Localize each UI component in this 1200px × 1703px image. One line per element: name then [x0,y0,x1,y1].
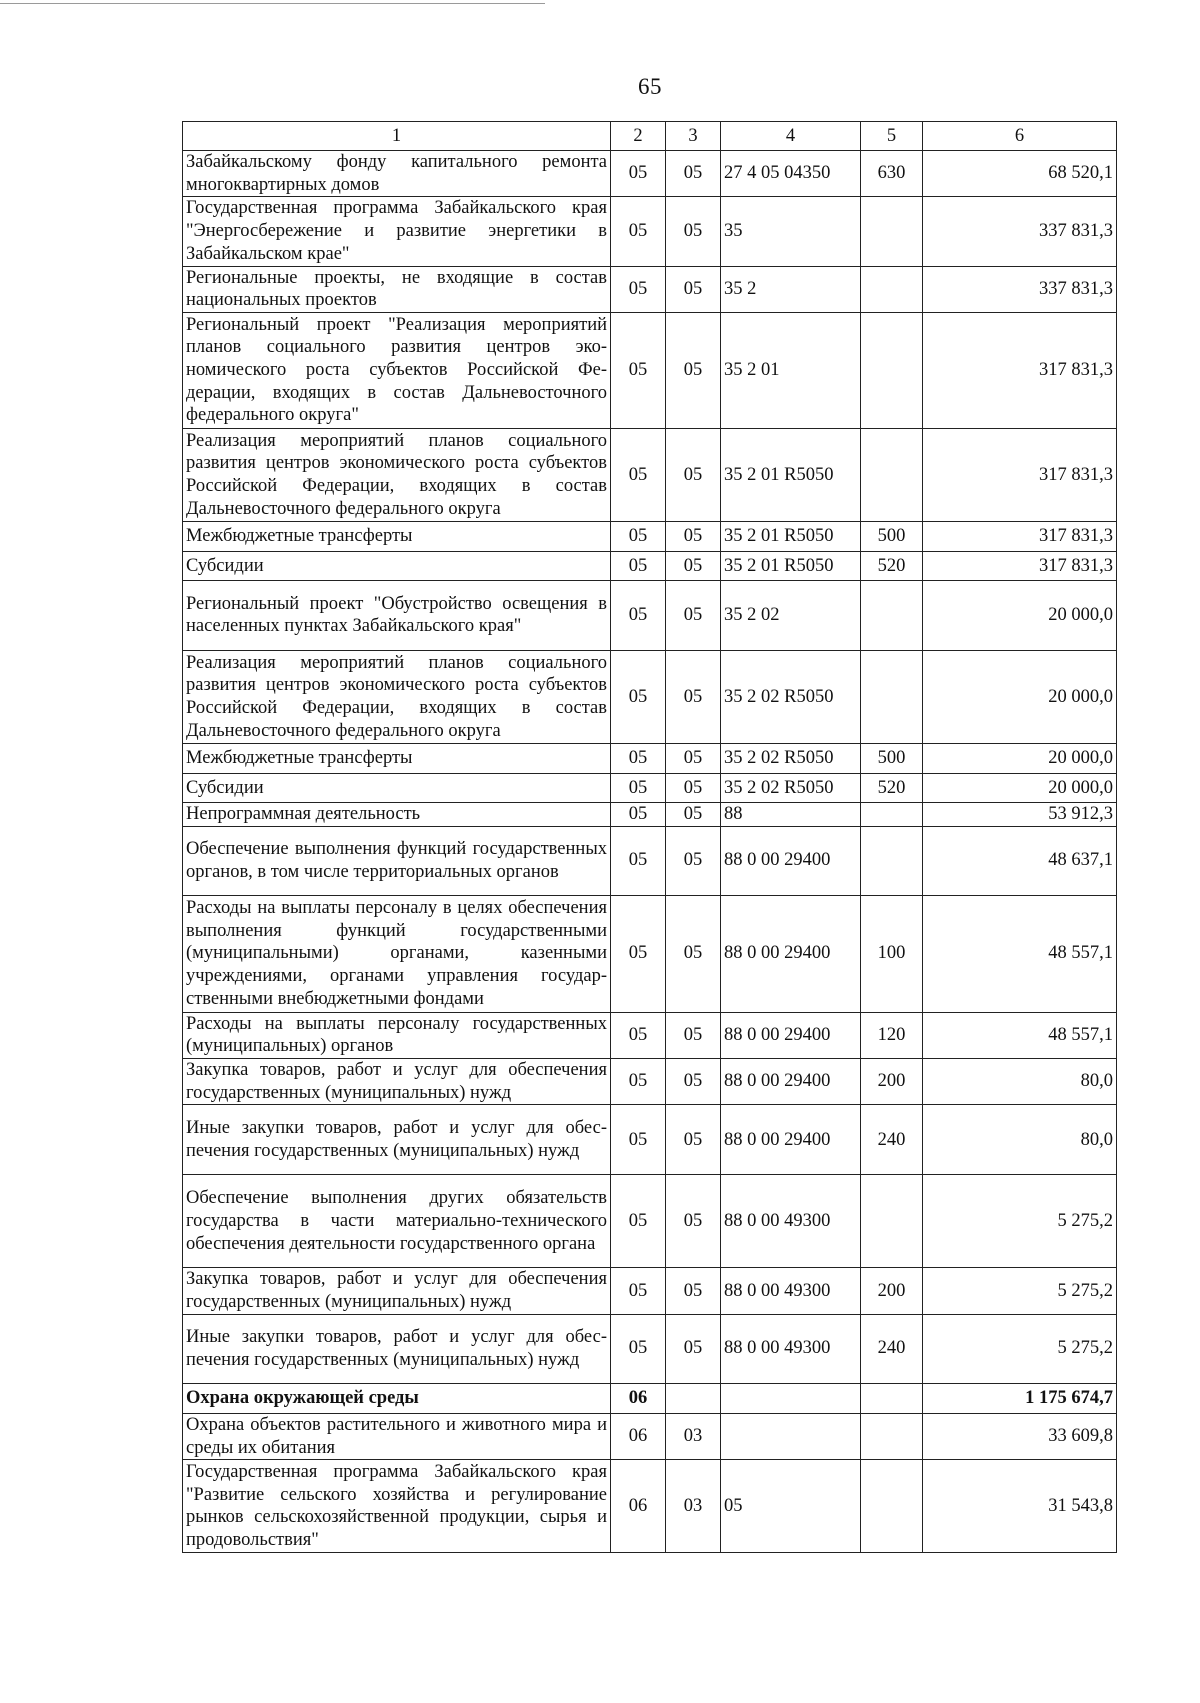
amount: 317 831,3 [923,312,1117,428]
amount: 31 543,8 [923,1460,1117,1553]
expense-type-code [861,1460,923,1553]
section-code: 05 [611,521,666,551]
table-row [183,1268,1117,1314]
table-row [183,802,1117,826]
header-col-1: 1 [183,122,611,151]
table-row [183,773,1117,802]
target-article-code: 88 0 00 49300 [721,1268,861,1314]
subsection-code: 05 [666,1175,721,1268]
expense-type-code [861,312,923,428]
subsection-code: 03 [666,1460,721,1553]
subsection-code: 05 [666,1059,721,1105]
amount: 317 831,3 [923,551,1117,580]
row-name: Закупка товаров, работ и услуг для обеспечения государственных (муниципальных) нужд [183,1268,611,1314]
table-row [183,1059,1117,1105]
expense-type-code: 240 [861,1105,923,1175]
table-row [183,521,1117,551]
expense-type-code [861,428,923,521]
expense-type-code: 500 [861,521,923,551]
section-code: 05 [611,1175,666,1268]
expense-type-code [861,266,923,312]
row-name: Расходы на выплаты персоналу в целях обеспечения выполнения функций государственными (муниципальными) органами, казенными учреждениями, органами управления государственными внебюджетными фондами [183,895,611,1012]
row-name: Межбюджетные трансферты [183,743,611,773]
row-name: Закупка товаров, работ и услуг для обеспечения государственных (муниципальных) нужд [183,1059,611,1105]
subsection-code: 05 [666,521,721,551]
amount: 20 000,0 [923,743,1117,773]
target-article-code: 88 0 00 29400 [721,1012,861,1058]
target-article-code: 35 2 01 [721,312,861,428]
target-article-code: 88 0 00 49300 [721,1175,861,1268]
target-article-code: 88 0 00 29400 [721,895,861,1012]
expense-type-code [861,802,923,826]
subsection-code: 05 [666,895,721,1012]
amount: 5 275,2 [923,1314,1117,1383]
section-code: 05 [611,151,666,197]
expense-type-code: 100 [861,895,923,1012]
amount: 5 275,2 [923,1268,1117,1314]
section-code: 05 [611,197,666,266]
target-article-code: 35 [721,197,861,266]
subsection-code: 05 [666,1314,721,1383]
target-article-code: 35 2 [721,266,861,312]
subsection-code: 05 [666,312,721,428]
table-row [183,743,1117,773]
row-name: Расходы на выплаты персоналу государственных (муниципальных) органов [183,1012,611,1058]
expense-type-code: 630 [861,151,923,197]
table-row [183,312,1117,428]
subsection-code: 05 [666,580,721,650]
scan-edge-line [0,3,545,4]
section-code: 05 [611,551,666,580]
section-code: 05 [611,312,666,428]
header-col-2: 2 [611,122,666,151]
subsection-code: 05 [666,1012,721,1058]
header-col-6: 6 [923,122,1117,151]
table-row [183,580,1117,650]
amount: 337 831,3 [923,197,1117,266]
expense-type-code: 200 [861,1268,923,1314]
section-code: 05 [611,1059,666,1105]
table-row [183,266,1117,312]
subsection-code: 05 [666,151,721,197]
row-name: Непрограммная деятельность [183,802,611,826]
row-name: Забайкальскому фонду капитального ремонта многоквартирных домов [183,151,611,197]
amount: 5 275,2 [923,1175,1117,1268]
section-code: 05 [611,743,666,773]
section-code: 05 [611,895,666,1012]
subsection-code: 05 [666,650,721,743]
expense-type-code [861,1413,923,1459]
subsection-code: 05 [666,743,721,773]
table-row [183,1175,1117,1268]
target-article-code: 88 0 00 29400 [721,1059,861,1105]
expense-type-code: 120 [861,1012,923,1058]
row-name: Иные закупки товаров, работ и услуг для обеспечения государственных (муниципальных) нужд [183,1314,611,1383]
table-row [183,551,1117,580]
table-row [183,1460,1117,1553]
row-name: Охрана окружающей среды [183,1383,611,1413]
table-row [183,197,1117,266]
target-article-code: 35 2 02 R5050 [721,650,861,743]
amount: 48 637,1 [923,826,1117,895]
expense-type-code [861,826,923,895]
subsection-code [666,1383,721,1413]
row-name: Реализация мероприятий планов социального развития центров экономического роста субъектов Российской Федерации, входящих в состав Дальневосточного федерального округа [183,650,611,743]
subsection-code: 05 [666,802,721,826]
target-article-code [721,1413,861,1459]
row-name: Обеспечение выполнения других обязательств государства в части материально-технического обеспечения деятельности государственного органа [183,1175,611,1268]
section-code: 05 [611,826,666,895]
row-name: Субсидии [183,773,611,802]
row-name: Региональный проект "Реализация мероприятий планов социального развития центров экономического роста субъектов Российской Федерации, входящих в состав Дальневосточного федерального округа" [183,312,611,428]
section-code: 05 [611,773,666,802]
header-col-3: 3 [666,122,721,151]
table-row [183,1105,1117,1175]
row-name: Региональные проекты, не входящие в состав национальных проектов [183,266,611,312]
section-code: 06 [611,1460,666,1553]
target-article-code: 35 2 01 R5050 [721,521,861,551]
subsection-code: 05 [666,197,721,266]
target-article-code: 88 0 00 29400 [721,826,861,895]
amount: 20 000,0 [923,773,1117,802]
amount: 20 000,0 [923,650,1117,743]
amount: 20 000,0 [923,580,1117,650]
amount: 317 831,3 [923,521,1117,551]
section-code: 05 [611,1105,666,1175]
amount: 33 609,8 [923,1413,1117,1459]
amount: 1 175 674,7 [923,1383,1117,1413]
table-row [183,895,1117,1012]
amount: 80,0 [923,1105,1117,1175]
table-row [183,650,1117,743]
target-article-code: 88 0 00 29400 [721,1105,861,1175]
row-name: Обеспечение выполнения функций государственных органов, в том числе территориальных органов [183,826,611,895]
target-article-code: 05 [721,1460,861,1553]
expense-type-code: 240 [861,1314,923,1383]
row-name: Иные закупки товаров, работ и услуг для обеспечения государственных (муниципальных) нужд [183,1105,611,1175]
table-row [183,428,1117,521]
expense-type-code [861,650,923,743]
subsection-code: 03 [666,1413,721,1459]
amount: 80,0 [923,1059,1117,1105]
target-article-code: 35 2 02 R5050 [721,743,861,773]
table-row [183,1413,1117,1459]
row-name: Реализация мероприятий планов социального развития центров экономического роста субъектов Российской Федерации, входящих в состав Дальневосточного федерального округа [183,428,611,521]
target-article-code: 35 2 02 [721,580,861,650]
page-number: 65 [638,74,662,99]
table-row [183,1012,1117,1058]
row-name: Государственная программа Забайкальского края "Развитие сельского хозяйства и регулирование рынков сельскохозяйственной продукции, сырья и продовольствия" [183,1460,611,1553]
section-code: 06 [611,1413,666,1459]
target-article-code: 88 [721,802,861,826]
expense-type-code [861,1175,923,1268]
section-code: 05 [611,428,666,521]
expense-type-code: 200 [861,1059,923,1105]
section-code: 05 [611,1012,666,1058]
subsection-code: 05 [666,826,721,895]
row-name: Субсидии [183,551,611,580]
subsection-code: 05 [666,1105,721,1175]
expense-type-code: 520 [861,773,923,802]
expense-type-code: 520 [861,551,923,580]
section-code: 05 [611,802,666,826]
expense-type-code [861,580,923,650]
section-code: 06 [611,1383,666,1413]
target-article-code: 88 0 00 49300 [721,1314,861,1383]
expense-type-code [861,1383,923,1413]
target-article-code: 35 2 02 R5050 [721,773,861,802]
subsection-code: 05 [666,551,721,580]
amount: 337 831,3 [923,266,1117,312]
row-name: Охрана объектов растительного и животного мира и среды их обитания [183,1413,611,1459]
subsection-code: 05 [666,428,721,521]
subsection-code: 05 [666,1268,721,1314]
amount: 317 831,3 [923,428,1117,521]
budget-table [182,121,1117,1553]
row-name: Государственная программа Забайкальского края "Энергосбережение и развитие энергетики в Забайкальском крае" [183,197,611,266]
table-row [183,1383,1117,1413]
section-code: 05 [611,266,666,312]
target-article-code: 27 4 05 04350 [721,151,861,197]
section-code: 05 [611,650,666,743]
row-name: Региональный проект "Обустройство освещения в населенных пунктах Забайкальского края" [183,580,611,650]
subsection-code: 05 [666,266,721,312]
expense-type-code: 500 [861,743,923,773]
amount: 53 912,3 [923,802,1117,826]
header-col-4: 4 [721,122,861,151]
amount: 48 557,1 [923,895,1117,1012]
header-col-5: 5 [861,122,923,151]
section-code: 05 [611,1314,666,1383]
table-row [183,151,1117,197]
table-row [183,826,1117,895]
section-code: 05 [611,580,666,650]
row-name: Межбюджетные трансферты [183,521,611,551]
amount: 48 557,1 [923,1012,1117,1058]
target-article-code [721,1383,861,1413]
target-article-code: 35 2 01 R5050 [721,428,861,521]
section-code: 05 [611,1268,666,1314]
expense-type-code [861,197,923,266]
table-row [183,1314,1117,1383]
target-article-code: 35 2 01 R5050 [721,551,861,580]
subsection-code: 05 [666,773,721,802]
amount: 68 520,1 [923,151,1117,197]
table-header-row [183,122,1117,151]
